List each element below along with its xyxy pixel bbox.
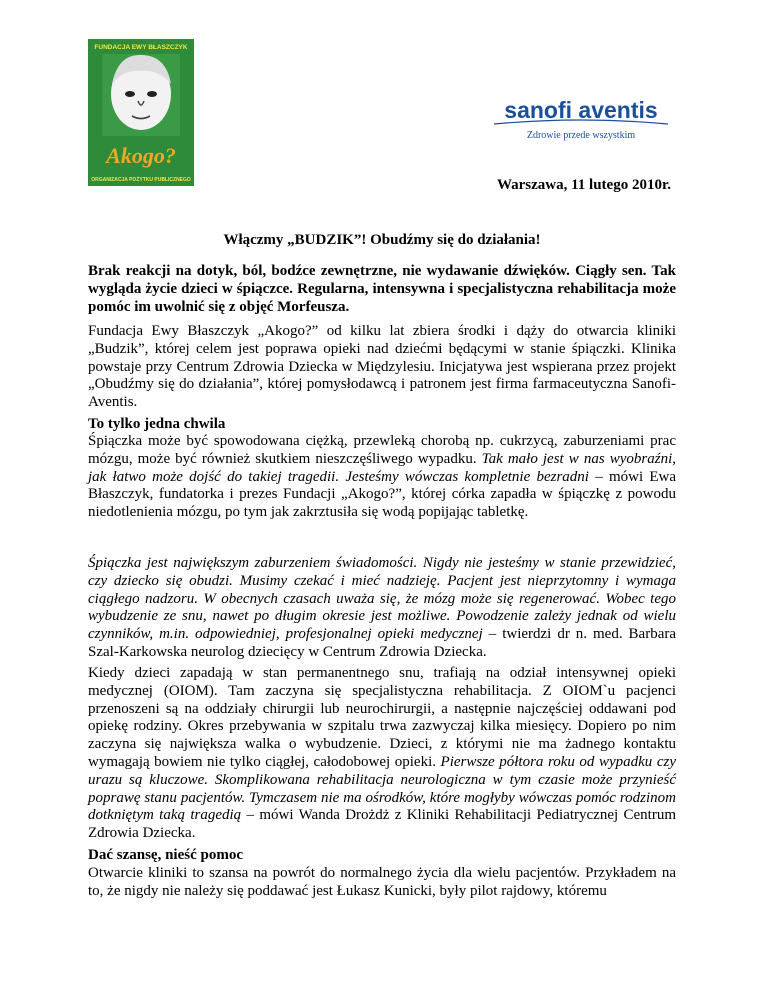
paragraph-3-text-a: – twierdzi dr n. med. Barbara Szal-Karkowska neurolog dziecięcy w Centrum Zdrowia Dziecka.	[88, 626, 677, 660]
sanofi-tagline: Zdrowie przede wszystkim	[526, 130, 636, 141]
akogo-top-text: FUNDACJA EWY BŁASZCZYK	[94, 44, 188, 51]
paragraph-2-text-a: Śpiączka może być spowodowana ciężką, przewleką chorobą np. cukrzycą, zaburzeniami prac mózgu, może być również skutkiem nieszczęśliwego wypadku.	[88, 433, 676, 467]
paragraph-4-quote: Pierwsze półtora roku od wypadku czy urazu są kluczowe. Skomplikowana rehabilitacja neurologiczna w tym czasie może przynieść poprawę stanu pacjentów. Tymczasem nie ma ośrodków, które mogłyby wówczas pomóc rodzinom dotkniętym taką tragedią	[88, 753, 676, 824]
akogo-name: Akogo?	[106, 143, 176, 168]
paragraph-2-quote: Tak mało jest w nas wyobraźni, jak łatwo może dojść do takiej tragedii. Jesteśmy wówczas kompletnie bezradni	[88, 450, 676, 485]
section-heading-2: Dać szansę, nieść pomoc	[88, 847, 243, 863]
paragraph-3-quote: Śpiączka jest największym zaburzeniem świadomości. Nigdy nie jesteśmy w stanie przewidzieć, czy dziecko się obudzi. Musimy czekać i mieć nadzieję. Pacjent jest nieprzytomny i wymaga ciągłego nadzoru. W obecnych czasach uważa się, że mózg może się regenerować. Wobec tego wybudzenie ze snu, nawet po długim okresie jest możliwe. Powodzenie zależy jednak od wielu czynników, m.in. odpowiedniej, profesjonalnej opieki medycznej	[88, 555, 676, 643]
paragraph-4	[88, 665, 676, 843]
akogo-foundation-logo	[88, 39, 194, 186]
paragraph-5: Otwarcie kliniki to szansa na powrót do normalnego życia dla wielu pacjentów. Przykładem na to, że nigdy nie należy się poddawać jest Łukasz Kunicki, były pilot rajdowy, któremu	[88, 865, 676, 899]
document-date: Warszawa, 11 lutego 2010r.	[496, 177, 671, 193]
paragraph-2-text-b: – mówi Ewa Błaszczyk, fundatorka i prezes Fundacji „Akogo?”, której córka zapadła w śpiączkę z powodu niedotlenienia mózgu, po tym jak zakrztusiła się wodą popijając tabletkę.	[88, 468, 676, 521]
sanofi-aventis-logo	[488, 96, 674, 142]
section-heading-1: To tylko jedna chwila	[88, 416, 226, 432]
sanofi-name: sanofi aventis	[504, 97, 658, 123]
akogo-bottom-text: ORGANIZACJA POŻYTKU PUBLICZNEGO	[91, 177, 191, 183]
document-headline: Włączmy „BUDZIK”! Obudźmy się do działania!	[223, 232, 541, 248]
paragraph-2	[88, 433, 676, 522]
paragraph-1: Fundacja Ewy Błaszczyk „Akogo?” od kilku lat zbiera środki i dąży do otwarcia kliniki „Budzik”, której celem jest poprawa opieki nad dziećmi będącymi w stanie śpiączki. Klinika powstaje przy Centrum Zdrowia Dziecka w Międzylesiu. Inicjatywa jest wspierana przez projekt „Obudźmy się do działania”, której pomysłodawcą i patronem jest firma farmaceutyczna Sanofi-Aventis.	[88, 323, 676, 411]
paragraph-4-text-b: – mówi Wanda Drożdż z Kliniki Rehabilitacji Pediatrycznej Centrum Zdrowia Dziecka.	[88, 807, 676, 842]
paragraph-4-text-a: Kiedy dzieci zapadają w stan permanentnego snu, trafiają na odział intensywnej opieki medycznej (OIOM). Tam zaczyna się specjalistyczna rehabilitacja. Z OIOM`u pacjenci przenoszeni są na oddziały chirurgii lub neurochirurgii, a następnie najczęściej oddawani pod opiekę rodziny. Okres przebywania w szpitalu trwa zazwyczaj kilka miesięcy. Dopiero po nim zaczyna się największa walka o wybudzenie. Dzieci, z którymi nie ma żadnego kontaktu wymagają bowiem nie tylko ciągłej, całodobowej opieki.	[88, 665, 676, 770]
paragraph-3	[88, 555, 676, 662]
child-face-icon	[102, 54, 180, 136]
lead-paragraph: Brak reakcji na dotyk, ból, bodźce zewnętrzne, nie wydawanie dźwięków. Ciągły sen. Tak wygląda życie dzieci w śpiączce. Regularna, intensywna i specjalistyczna rehabilitacja może pomóc im uwolnić się z objęć Morfeusza.	[88, 263, 676, 315]
